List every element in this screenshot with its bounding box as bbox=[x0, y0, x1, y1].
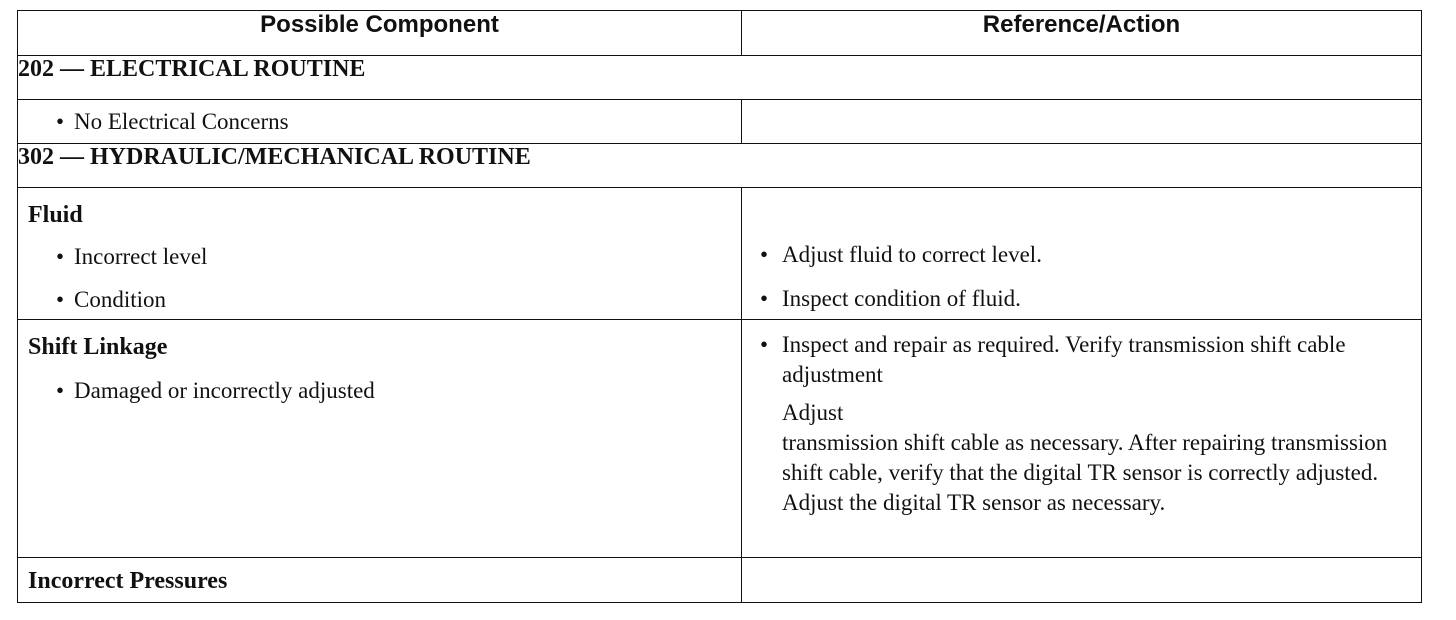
component-title-fluid: Fluid bbox=[28, 202, 83, 228]
section-title-hydraulic: 302 — HYDRAULIC/MECHANICAL ROUTINE bbox=[18, 144, 1422, 188]
section-title-electrical: 202 — ELECTRICAL ROUTINE bbox=[18, 56, 1422, 100]
action-note-body: transmission shift cable as necessary. After repairing transmission shift cable, verify that the digital TR sensor is correctly adjusted. Adjust the digital TR sensor as necessary. bbox=[782, 430, 1388, 515]
list-item: • Incorrect level bbox=[18, 242, 741, 272]
table-row-incorrect-pressures bbox=[18, 558, 1422, 603]
header-row bbox=[18, 11, 1422, 56]
action-note-first-line: Adjust bbox=[782, 400, 844, 425]
table-row-no-electrical-concerns bbox=[18, 100, 1422, 144]
list-item: • Damaged or incorrectly adjusted bbox=[18, 376, 741, 406]
action-cell-empty bbox=[742, 100, 1422, 144]
action-cell bbox=[742, 320, 1422, 558]
diagnostic-table bbox=[17, 10, 1422, 603]
component-cell bbox=[18, 188, 742, 320]
list-item: • No Electrical Concerns bbox=[18, 107, 741, 137]
action-cell-empty bbox=[742, 558, 1422, 603]
action-cell bbox=[742, 188, 1422, 320]
component-cell bbox=[18, 320, 742, 558]
section-row-electrical bbox=[18, 56, 1422, 100]
action-note bbox=[742, 398, 1421, 518]
component-cell bbox=[18, 558, 742, 603]
table-row-shift-linkage bbox=[18, 320, 1422, 558]
table-row-fluid bbox=[18, 188, 1422, 320]
action-item: • Adjust fluid to correct level. bbox=[742, 240, 1421, 270]
component-title-incorrect-pressures: Incorrect Pressures bbox=[28, 568, 228, 594]
action-item: • Inspect and repair as required. Verify transmission shift cable adjustment bbox=[742, 330, 1421, 390]
component-cell bbox=[18, 100, 742, 144]
section-row-hydraulic bbox=[18, 144, 1422, 188]
header-possible-component: Possible Component bbox=[18, 11, 742, 56]
list-item: • Condition bbox=[18, 285, 741, 315]
header-reference-action: Reference/Action bbox=[742, 11, 1422, 56]
action-item: • Inspect condition of fluid. bbox=[742, 284, 1421, 314]
component-title-shift-linkage: Shift Linkage bbox=[28, 334, 168, 360]
